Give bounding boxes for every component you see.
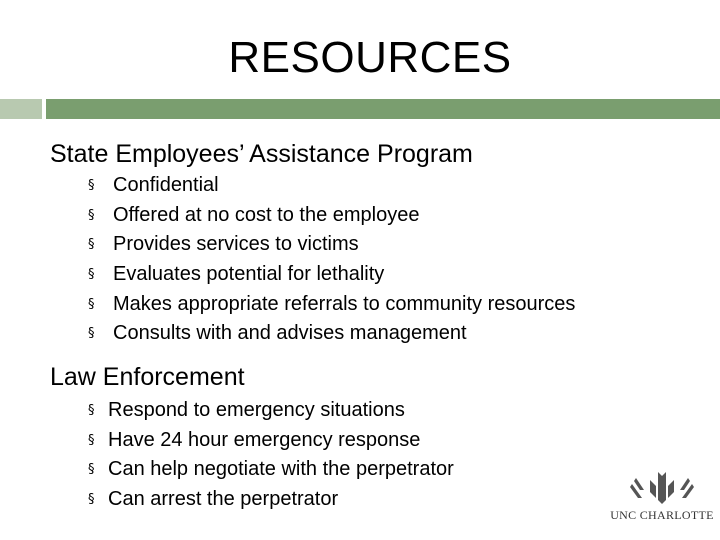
title-rule [46,99,720,119]
bullet-icon: § [88,207,95,223]
unc-charlotte-logo [606,470,718,524]
bullet-icon: § [88,403,95,418]
slide-title: RESOURCES [228,33,512,82]
title-rule-accent [0,99,42,119]
bullet-icon: § [88,296,95,312]
bullet-icon: § [88,432,95,448]
logo-wordmark: UNC CHARLOTTE [610,508,714,522]
section-heading-seap: State Employees’ Assistance Program [50,140,473,168]
bullet-icon: § [88,237,95,253]
section-heading-law-enforcement: Law Enforcement [50,363,245,391]
bullet-icon: § [88,178,95,193]
bullet-icon: § [88,326,95,342]
bullet-icon: § [88,462,95,478]
bullet-icon: § [88,492,95,508]
bullet-icon: § [88,267,95,283]
unc-charlotte-crown-icon [606,470,718,508]
